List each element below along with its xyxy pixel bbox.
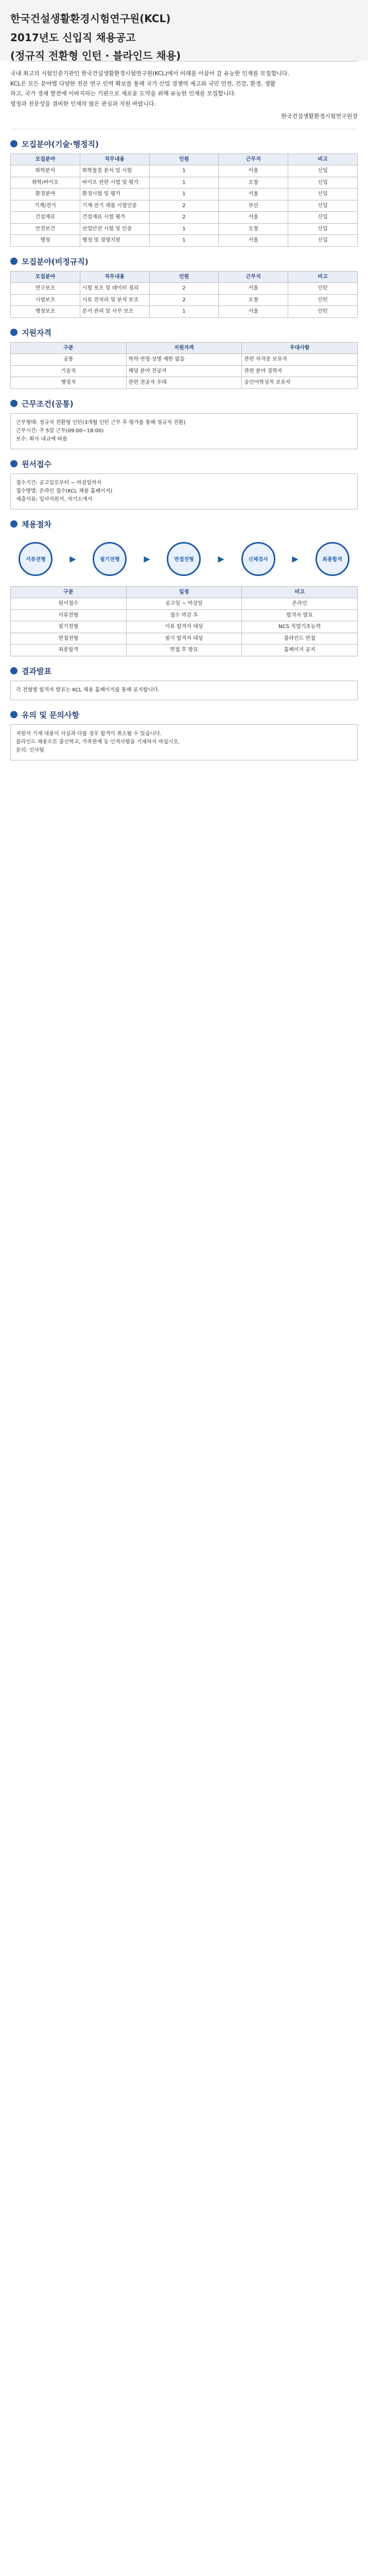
- table-row: [11, 294, 358, 306]
- arrow-right-icon: ▶: [69, 554, 76, 564]
- section-label: 원서접수: [22, 459, 51, 469]
- cell: 인턴: [288, 283, 358, 295]
- cell: 면접 후 발표: [126, 645, 242, 656]
- table-row: [11, 200, 358, 212]
- cell: 화학/바이오: [11, 177, 80, 189]
- section-label: 채용절차: [22, 519, 51, 529]
- th: 인원: [149, 271, 219, 283]
- apply-line-3: 제출서류: 입사지원서, 자기소개서: [16, 496, 93, 502]
- arrow-right-icon: ▶: [292, 554, 299, 564]
- cell: 행정: [11, 235, 80, 247]
- section-label: 결과발표: [22, 666, 51, 676]
- table-row: [11, 609, 358, 621]
- bullet-icon: [10, 329, 17, 336]
- cell: 2: [149, 200, 219, 212]
- section-title-2: [10, 256, 358, 267]
- cell: 합격자 발표: [242, 609, 358, 621]
- bullet-icon: [10, 140, 17, 147]
- cell: 1: [149, 189, 219, 200]
- bullet-icon: [10, 520, 17, 528]
- cell: 인턴: [288, 294, 358, 306]
- section-title-3: [10, 327, 358, 338]
- section-title-6: [10, 459, 358, 469]
- cell: 2: [149, 212, 219, 224]
- step-3: 면접전형: [167, 542, 201, 576]
- cell: 오창: [219, 294, 288, 306]
- cell: 문서 관리 및 사무 보조: [80, 306, 149, 318]
- bullet-icon: [10, 460, 17, 467]
- note-line-2: 블라인드 채용으로 출신학교, 가족관계 등 인적사항을 기재하지 마십시오.: [16, 739, 180, 745]
- cell: 행정보조: [11, 306, 80, 318]
- table-row: [11, 621, 358, 633]
- th: 비고: [288, 154, 358, 165]
- cell: 서울: [219, 283, 288, 295]
- cell: 서울: [219, 189, 288, 200]
- th: 구분: [11, 342, 127, 354]
- th: 우대사항: [242, 342, 358, 354]
- bullet-icon: [10, 711, 17, 718]
- header-line1: 한국건설생활환경시험연구원(KCL): [10, 12, 171, 25]
- cell: 환경시험 및 평가: [80, 189, 149, 200]
- section-title-1: [10, 139, 358, 149]
- intro-p2: KCL은 모든 분야별 다양한 전문 연구 인력 확보를 통해 국가 산업 경쟁력 제고와 국민 안전, 건강, 환경, 생활: [10, 80, 276, 87]
- intro-signature: 한국건설생활환경시험연구원장: [281, 113, 358, 120]
- note-line-3: 문의: 인사팀: [16, 747, 44, 753]
- cell: 신입: [288, 212, 358, 224]
- cell: 홈페이지 공지: [242, 645, 358, 656]
- section-title-10: [10, 709, 358, 720]
- cell: 오창: [219, 223, 288, 235]
- header-line3: (정규직 전환형 인턴 · 블라인드 채용): [10, 49, 181, 62]
- arrow-right-icon: ▶: [144, 554, 150, 564]
- table-row: [11, 306, 358, 318]
- apply-line-1: 접수기간: 공고일로부터 ~ 마감일까지: [16, 480, 102, 486]
- work-line-1: 근무형태: 정규직 전환형 인턴(3개월 인턴 근무 후 평가를 통해 정규직 전환): [16, 419, 186, 426]
- cell: 온라인: [242, 598, 358, 610]
- cell: 공통: [11, 354, 127, 366]
- table-row: [11, 177, 358, 189]
- cell: 공인어학성적 보유자: [242, 377, 358, 389]
- apply-line-2: 접수방법: 온라인 접수(KCL 채용 홈페이지): [16, 488, 113, 494]
- cell: 학력·연령·성별 제한 없음: [126, 354, 242, 366]
- work-line-3: 보수: 회사 내규에 따름: [16, 436, 67, 442]
- cell: 1: [149, 165, 219, 177]
- recruit-table-2: [10, 271, 358, 318]
- cell: NCS 직업기초능력: [242, 621, 358, 633]
- header-line2: 2017년도 신입직 채용공고: [10, 31, 136, 44]
- cell: 건설재료 시험 평가: [80, 212, 149, 224]
- cell: 신입: [288, 177, 358, 189]
- section-label: 유의 및 문의사항: [22, 710, 79, 720]
- bullet-icon: [10, 258, 17, 265]
- step-4: 신체검사: [241, 542, 275, 576]
- cell: 1: [149, 177, 219, 189]
- th: 지원자격: [126, 342, 242, 354]
- section-title-8: [10, 519, 358, 530]
- cell: 관련 분야 경력자: [242, 365, 358, 377]
- intro-p3: 하고, 국가 경제 발전에 이바지하는 기관으로 새로운 도약을 위해 유능한 인재를 모집합니다.: [10, 90, 236, 97]
- cell: 서류전형: [11, 609, 127, 621]
- cell: 서류 합격자 대상: [126, 621, 242, 633]
- step-5: 최종합격: [316, 542, 349, 576]
- bullet-icon: [10, 667, 17, 674]
- step-1: 서류전형: [19, 542, 52, 576]
- cell: 오창: [219, 177, 288, 189]
- cell: 기계·전기 제품 시험인증: [80, 200, 149, 212]
- cell: 시험보조: [11, 294, 80, 306]
- cell: 원서접수: [11, 598, 127, 610]
- th: 근무지: [219, 154, 288, 165]
- cell: 1: [149, 223, 219, 235]
- cell: 면접전형: [11, 633, 127, 645]
- cell: 관련 자격증 보유자: [242, 354, 358, 366]
- cell: 화학물질 분석 및 시험: [80, 165, 149, 177]
- intro-p1: 국내 최고의 시험인증기관인 한국건설생활환경시험연구원(KCL)에서 미래를 이끌어 갈 유능한 인재를 모집합니다.: [10, 70, 290, 77]
- th: 비고: [242, 586, 358, 598]
- th: 근무지: [219, 271, 288, 283]
- cell: 해당 분야 전공자: [126, 365, 242, 377]
- cell: 시험 보조 및 데이터 정리: [80, 283, 149, 295]
- table-row: [11, 365, 358, 377]
- result-info: [10, 681, 358, 700]
- section-label: 근무조건(공통): [22, 399, 74, 409]
- cell: 서울: [219, 306, 288, 318]
- table-row: [11, 377, 358, 389]
- cell: 1: [149, 235, 219, 247]
- arrow-right-icon: ▶: [218, 554, 224, 564]
- cell: 2: [149, 283, 219, 295]
- cell: 화학분석: [11, 165, 80, 177]
- cell: 공고일 ~ 마감일: [126, 598, 242, 610]
- cell: 서울: [219, 212, 288, 224]
- cell: 기술직: [11, 365, 127, 377]
- section-label: 지원자격: [22, 328, 51, 337]
- cell: 신입: [288, 189, 358, 200]
- cell: 신입: [288, 235, 358, 247]
- table-row: [11, 633, 358, 645]
- cell: 인턴: [288, 306, 358, 318]
- intro-p4: 열정과 전문성을 겸비한 인재의 많은 관심과 지원 바랍니다.: [10, 100, 156, 107]
- cell: 산업안전 시험 및 인증: [80, 223, 149, 235]
- cell: 부산: [219, 200, 288, 212]
- work-conditions: [10, 413, 358, 449]
- top-header: [0, 0, 368, 61]
- cell: 환경분야: [11, 189, 80, 200]
- work-line-2: 근무시간: 주 5일 근무(09:00~18:00): [16, 428, 104, 434]
- cell: 기계/전기: [11, 200, 80, 212]
- th: 모집분야: [11, 154, 80, 165]
- section-label: 모집분야(기술·행정직): [22, 139, 99, 149]
- section-title-4: [10, 398, 358, 409]
- cell: 2: [149, 294, 219, 306]
- cell: 안전보건: [11, 223, 80, 235]
- process-steps: [10, 536, 358, 582]
- th: 직무내용: [80, 154, 149, 165]
- th: 일정: [126, 586, 242, 598]
- cell: 건설재료: [11, 212, 80, 224]
- recruit-table-1: [10, 154, 358, 247]
- cell: 시료 전처리 및 분석 보조: [80, 294, 149, 306]
- cell: 신입: [288, 165, 358, 177]
- cell: 관련 전공자 우대: [126, 377, 242, 389]
- cell: 접수 마감 후: [126, 609, 242, 621]
- table-row: [11, 645, 358, 656]
- intro: [10, 61, 358, 129]
- th: 인원: [149, 154, 219, 165]
- step-2: 필기전형: [93, 542, 127, 576]
- apply-info: [10, 473, 358, 510]
- bullet-icon: [10, 400, 17, 407]
- table-row: [11, 212, 358, 224]
- cell: 서울: [219, 235, 288, 247]
- table-row: [11, 165, 358, 177]
- table-row: [11, 283, 358, 295]
- th: 직무내용: [80, 271, 149, 283]
- note-line-1: 지원서 기재 내용이 사실과 다를 경우 합격이 취소될 수 있습니다.: [16, 731, 162, 737]
- th: 구분: [11, 586, 127, 598]
- cell: 신입: [288, 223, 358, 235]
- cell: 바이오 관련 시험 및 평가: [80, 177, 149, 189]
- table-row: [11, 354, 358, 366]
- result-line-1: 각 전형별 합격자 발표는 KCL 채용 홈페이지를 통해 공지합니다.: [16, 687, 160, 693]
- th: 비고: [288, 271, 358, 283]
- cell: 행정직: [11, 377, 127, 389]
- cell: 필기전형: [11, 621, 127, 633]
- cell: 1: [149, 306, 219, 318]
- section-label: 모집분야(비정규직): [22, 257, 89, 266]
- th: 모집분야: [11, 271, 80, 283]
- cell: 블라인드 면접: [242, 633, 358, 645]
- qualification-table: [10, 342, 358, 389]
- table-row: [11, 598, 358, 610]
- cell: 서울: [219, 165, 288, 177]
- cell: 최종합격: [11, 645, 127, 656]
- cell: 신입: [288, 200, 358, 212]
- schedule-table: [10, 586, 358, 656]
- cell: 필기 합격자 대상: [126, 633, 242, 645]
- section-title-9: [10, 666, 358, 676]
- table-row: [11, 223, 358, 235]
- table-row: [11, 189, 358, 200]
- notes-info: [10, 724, 358, 760]
- table-row: [11, 235, 358, 247]
- cell: 행정 및 경영지원: [80, 235, 149, 247]
- cell: 연구보조: [11, 283, 80, 295]
